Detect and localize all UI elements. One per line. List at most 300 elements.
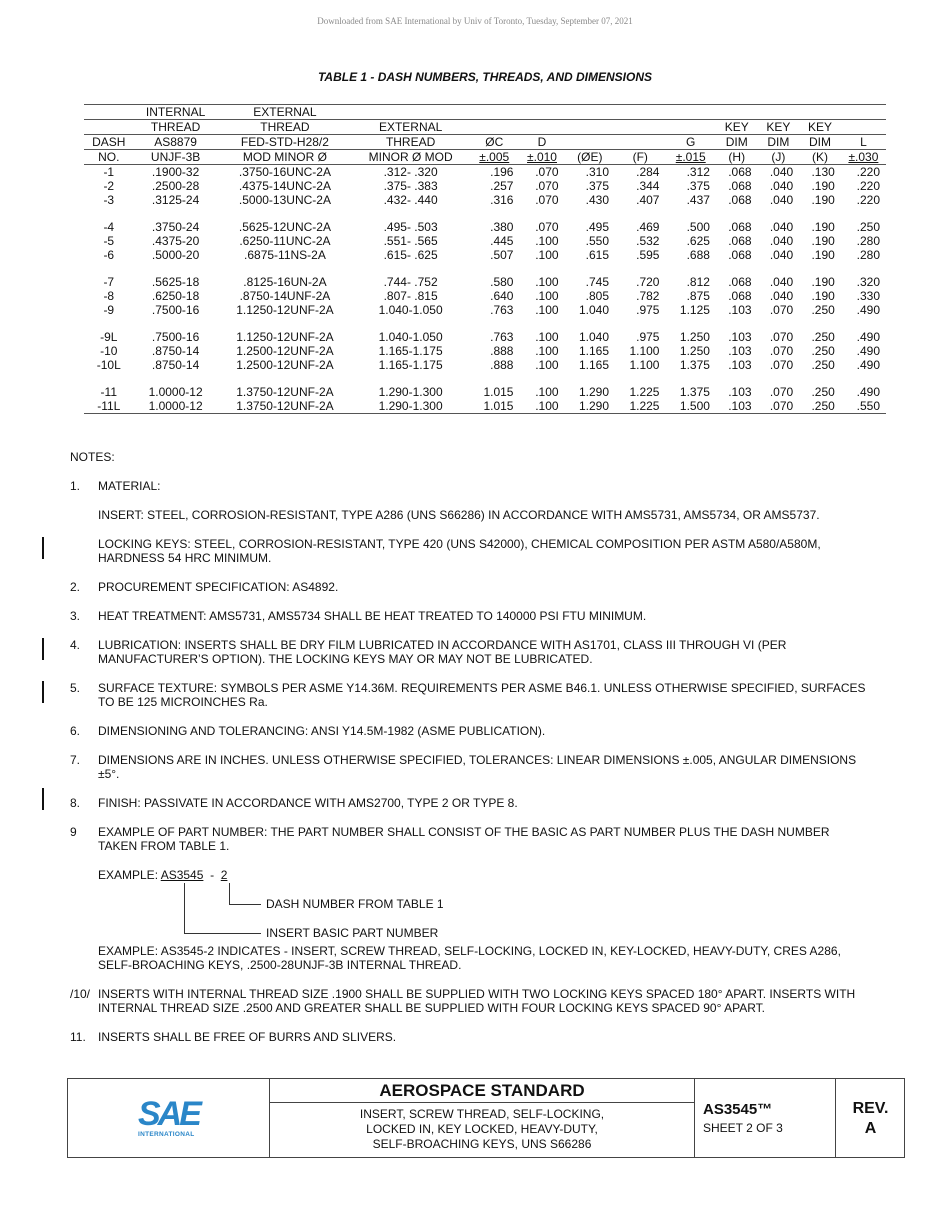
table-cell: .4375-14UNC-2A bbox=[238, 179, 331, 193]
table-cell: -11L bbox=[97, 399, 121, 413]
header-row bbox=[84, 135, 886, 150]
table-row bbox=[84, 330, 886, 344]
note-11 bbox=[70, 1030, 870, 1044]
revision-label bbox=[836, 1079, 905, 1139]
table-cell: .257 bbox=[490, 179, 514, 193]
table-cell: .068 bbox=[728, 165, 752, 179]
table-cell: .220 bbox=[856, 179, 880, 193]
table-cell: .250 bbox=[811, 358, 835, 372]
table-cell: .312 bbox=[686, 165, 710, 179]
column-header: THREAD bbox=[260, 120, 310, 134]
column-header: THREAD bbox=[150, 120, 201, 134]
table-cell: 1.015 bbox=[483, 385, 514, 399]
sae-logo: SAE bbox=[138, 1095, 199, 1133]
column-header: DIM bbox=[725, 135, 748, 149]
part-number-diagram bbox=[70, 868, 870, 944]
table-cell: .196 bbox=[490, 165, 514, 179]
download-banner: Downloaded from SAE International by Univ of Toronto, Tuesday, September 07, 2021 bbox=[317, 16, 633, 26]
note-10 bbox=[70, 987, 870, 1015]
table-cell: .407 bbox=[636, 193, 660, 207]
note-number: /10/ bbox=[70, 987, 91, 1001]
column-header: G bbox=[686, 135, 696, 149]
table-cell: 1.0000-12 bbox=[148, 399, 203, 413]
table-cell: 1.290-1.300 bbox=[378, 399, 443, 413]
column-header: DIM bbox=[809, 135, 832, 149]
dash-leader-horizontal bbox=[229, 904, 261, 905]
table-cell: .3125-24 bbox=[151, 193, 200, 207]
column-header bbox=[352, 105, 469, 120]
table-cell: .490 bbox=[856, 385, 880, 399]
table-cell: .745 bbox=[585, 275, 610, 289]
basic-callout: INSERT BASIC PART NUMBER bbox=[266, 926, 439, 940]
table-cell: .284 bbox=[636, 165, 660, 179]
table-cell: 1.0000-12 bbox=[148, 385, 203, 399]
note-number: 4. bbox=[70, 638, 81, 652]
table-cell: -3 bbox=[103, 193, 115, 207]
header-row bbox=[84, 150, 886, 165]
part-number-example bbox=[98, 868, 227, 882]
table-cell: -9 bbox=[103, 303, 115, 317]
row-spacer bbox=[84, 317, 886, 330]
table-cell: .250 bbox=[811, 344, 835, 358]
note-5 bbox=[70, 681, 870, 709]
table-cell: .250 bbox=[811, 399, 835, 413]
table-cell: .782 bbox=[636, 289, 660, 303]
revision-cell bbox=[836, 1079, 905, 1157]
table-row bbox=[84, 234, 886, 248]
table-cell: .040 bbox=[769, 275, 794, 289]
note-text: LUBRICATION: INSERTS SHALL BE DRY FILM LUBRICATED IN ACCORDANCE WITH AS1701, CLASS III THROUGH VI (PER MANUFACTURER’S OPTION). THE LOCKING KEYS MAY OR MAY NOT BE LUBRICATED. bbox=[98, 638, 787, 666]
table-cell: .068 bbox=[728, 234, 752, 248]
standard-description bbox=[270, 1103, 694, 1152]
table-cell: .100 bbox=[535, 399, 559, 413]
table-cell: .430 bbox=[585, 193, 610, 207]
column-header: ±.010 bbox=[527, 150, 557, 164]
note-number: 5. bbox=[70, 681, 81, 695]
table-cell: .068 bbox=[728, 248, 752, 262]
basic-leader-vertical bbox=[184, 883, 185, 934]
table-cell: .688 bbox=[686, 248, 710, 262]
table-cell: .495- .503 bbox=[383, 220, 438, 234]
table-cell: -10 bbox=[100, 344, 118, 358]
table-cell: 1.040 bbox=[578, 330, 610, 344]
table-cell: .495 bbox=[585, 220, 610, 234]
table-row bbox=[84, 344, 886, 358]
table-cell: .100 bbox=[535, 275, 559, 289]
table-row bbox=[84, 275, 886, 289]
column-header: THREAD bbox=[385, 135, 436, 149]
revision-bar bbox=[42, 537, 44, 559]
note-number: 7. bbox=[70, 753, 81, 767]
table-row bbox=[84, 289, 886, 303]
table-cell: .040 bbox=[769, 289, 794, 303]
table-cell: 1.3750-12UNF-2A bbox=[236, 385, 334, 399]
table-cell: .070 bbox=[535, 193, 559, 207]
table-cell: 1.250 bbox=[679, 330, 710, 344]
table-cell: 1.100 bbox=[629, 358, 660, 372]
note-text: MATERIAL: bbox=[98, 479, 161, 493]
column-header: (K) bbox=[812, 150, 829, 164]
dash-leader-vertical bbox=[229, 883, 230, 905]
table-cell: .805 bbox=[585, 289, 610, 303]
table-cell: .190 bbox=[811, 193, 835, 207]
table-cell: .250 bbox=[811, 385, 835, 399]
column-header: (J) bbox=[771, 150, 786, 164]
row-spacer bbox=[84, 207, 886, 220]
table-cell: .4375-20 bbox=[151, 234, 200, 248]
note-number: 1. bbox=[70, 479, 81, 493]
table-cell: .100 bbox=[535, 303, 559, 317]
table-cell: -4 bbox=[103, 220, 115, 234]
note-text: SURFACE TEXTURE: SYMBOLS PER ASME Y14.36M. REQUIREMENTS PER ASME B46.1. UNLESS OTHERWISE SPECIFIED, SURFACES TO BE 125 MICROINCHES Ra. bbox=[98, 681, 866, 709]
column-header: (F) bbox=[632, 150, 648, 164]
table-cell: .640 bbox=[490, 289, 514, 303]
table-cell: .437 bbox=[686, 193, 710, 207]
table-cell: .068 bbox=[728, 179, 752, 193]
table-cell: .103 bbox=[728, 330, 752, 344]
example-label: EXAMPLE: bbox=[98, 868, 161, 882]
table-cell: .070 bbox=[535, 165, 559, 179]
part-number-separator: - bbox=[203, 868, 221, 882]
table-cell: .250 bbox=[856, 220, 880, 234]
table-cell: .490 bbox=[856, 344, 880, 358]
table-cell: .040 bbox=[769, 193, 794, 207]
column-header: FED-STD-H28/2 bbox=[240, 135, 329, 149]
table-cell: .5000-13UNC-2A bbox=[238, 193, 331, 207]
column-header bbox=[565, 135, 615, 150]
table-cell: 1.500 bbox=[679, 399, 710, 413]
table-cell: .070 bbox=[535, 179, 559, 193]
table-cell: 1.100 bbox=[629, 344, 660, 358]
table-cell: .551- .565 bbox=[383, 234, 438, 248]
note-text: DIMENSIONS ARE IN INCHES. UNLESS OTHERWISE SPECIFIED, TOLERANCES: LINEAR DIMENSIONS ±.005, ANGULAR DIMENSIONS ±5°. bbox=[98, 753, 857, 781]
table-cell: 1.250 bbox=[679, 344, 710, 358]
column-header: L bbox=[860, 135, 867, 149]
column-header: KEY bbox=[766, 120, 791, 134]
table-cell: .040 bbox=[769, 234, 794, 248]
table-cell: .5000-20 bbox=[151, 248, 200, 262]
revision-bar bbox=[42, 788, 44, 810]
table-cell: -1 bbox=[103, 165, 115, 179]
header-row bbox=[84, 120, 886, 135]
title-block bbox=[67, 1078, 905, 1158]
table-cell: .580 bbox=[490, 275, 514, 289]
table-cell: .2500-28 bbox=[151, 179, 200, 193]
column-header: ±.030 bbox=[848, 150, 879, 164]
row-group bbox=[84, 165, 886, 221]
column-header bbox=[615, 105, 665, 120]
table-cell: .190 bbox=[811, 179, 835, 193]
table-cell: .490 bbox=[856, 330, 880, 344]
note-3 bbox=[70, 609, 870, 623]
column-header: ±.015 bbox=[675, 150, 706, 164]
table-cell: .344 bbox=[636, 179, 660, 193]
table-cell: .888 bbox=[490, 358, 514, 372]
table-cell: .220 bbox=[856, 193, 880, 207]
table-cell: .744- .752 bbox=[383, 275, 438, 289]
row-group bbox=[84, 330, 886, 385]
table-cell: 1.290-1.300 bbox=[378, 385, 443, 399]
note-number: 8. bbox=[70, 796, 81, 810]
table-row bbox=[84, 358, 886, 372]
table-row bbox=[84, 193, 886, 207]
note-number: 6. bbox=[70, 724, 81, 738]
table-cell: .7500-16 bbox=[151, 330, 200, 344]
note-9 bbox=[70, 825, 870, 853]
table-cell: .432- .440 bbox=[383, 193, 438, 207]
table-cell: 1.165-1.175 bbox=[378, 358, 443, 372]
table-cell: -7 bbox=[103, 275, 115, 289]
table-cell: .720 bbox=[636, 275, 660, 289]
row-group bbox=[84, 220, 886, 275]
dash-number-table bbox=[84, 104, 886, 414]
table-cell: .375 bbox=[585, 179, 610, 193]
column-header bbox=[841, 105, 886, 120]
note-8 bbox=[70, 796, 870, 810]
table-cell: .380 bbox=[490, 220, 514, 234]
table-cell: 1.1250-12UNF-2A bbox=[236, 303, 334, 317]
table-cell: .310 bbox=[585, 165, 610, 179]
table-cell: .469 bbox=[636, 220, 660, 234]
note-text: EXAMPLE OF PART NUMBER: THE PART NUMBER SHALL CONSIST OF THE BASIC AS PART NUMBER PLUS THE DASH NUMBER TAKEN FROM TABLE 1. bbox=[98, 825, 830, 853]
table-cell: .100 bbox=[535, 330, 559, 344]
row-group bbox=[84, 385, 886, 414]
column-header bbox=[519, 105, 564, 120]
note-6 bbox=[70, 724, 870, 738]
table-cell: -2 bbox=[103, 179, 115, 193]
table-cell: .507 bbox=[490, 248, 514, 262]
table-cell: .807- .815 bbox=[383, 289, 438, 303]
table-cell: .8125-16UN-2A bbox=[243, 275, 327, 289]
column-header bbox=[615, 135, 665, 150]
column-header bbox=[665, 120, 715, 135]
table-cell: 1.015 bbox=[483, 399, 514, 413]
table-header bbox=[84, 105, 886, 165]
revision-value: A bbox=[864, 1120, 877, 1137]
table-cell: .312- .320 bbox=[383, 165, 438, 179]
table-row bbox=[84, 399, 886, 414]
document-number: AS3545™ bbox=[703, 1101, 773, 1118]
table-cell: .040 bbox=[769, 165, 794, 179]
table-row bbox=[84, 220, 886, 234]
column-header bbox=[565, 120, 615, 135]
table-cell: .103 bbox=[728, 303, 752, 317]
table-cell: .190 bbox=[811, 234, 835, 248]
column-header: EXTERNAL bbox=[378, 120, 443, 134]
note-number: 9 bbox=[70, 825, 77, 839]
note-number: 11. bbox=[70, 1030, 86, 1044]
column-header: KEY bbox=[724, 120, 749, 134]
table-cell: -10L bbox=[96, 358, 121, 372]
table-cell: 1.225 bbox=[629, 385, 660, 399]
table-cell: .220 bbox=[856, 165, 880, 179]
column-header bbox=[841, 120, 886, 135]
table-cell: .550 bbox=[856, 399, 880, 413]
table-cell: .6250-18 bbox=[151, 289, 200, 303]
table-cell: .595 bbox=[636, 248, 660, 262]
column-header: DIM bbox=[767, 135, 790, 149]
header-row bbox=[84, 105, 886, 120]
table-cell: .070 bbox=[769, 344, 794, 358]
table-cell: 1.375 bbox=[679, 358, 710, 372]
note-text: HEAT TREATMENT: AMS5731, AMS5734 SHALL BE HEAT TREATED TO 140000 PSI FTU MINIMUM. bbox=[98, 609, 647, 623]
note-text: PROCUREMENT SPECIFICATION: AS4892. bbox=[98, 580, 339, 594]
note-number: 3. bbox=[70, 609, 81, 623]
table-cell: 1.040-1.050 bbox=[378, 330, 443, 344]
note-text: INSERTS SHALL BE FREE OF BURRS AND SLIVERS. bbox=[98, 1030, 397, 1044]
table-cell: .280 bbox=[856, 248, 880, 262]
logo-cell bbox=[68, 1079, 270, 1157]
table-cell: -5 bbox=[103, 234, 115, 248]
note-2 bbox=[70, 580, 870, 594]
table-cell: 1.290 bbox=[578, 399, 610, 413]
table-row bbox=[84, 303, 886, 317]
table-cell: .3750-16UNC-2A bbox=[238, 165, 331, 179]
table-cell: .975 bbox=[636, 303, 660, 317]
table-cell: .8750-14UNF-2A bbox=[239, 289, 331, 303]
sheet-number: SHEET 2 OF 3 bbox=[703, 1121, 783, 1135]
table-cell: .1900-32 bbox=[151, 165, 200, 179]
note-text: DIMENSIONING AND TOLERANCING: ANSI Y14.5M-1982 (ASME PUBLICATION). bbox=[98, 724, 546, 738]
table-row bbox=[84, 179, 886, 193]
table-cell: 1.2500-12UNF-2A bbox=[236, 358, 334, 372]
table-cell: .040 bbox=[769, 248, 794, 262]
note-text: INSERTS WITH INTERNAL THREAD SIZE .1900 SHALL BE SUPPLIED WITH TWO LOCKING KEYS SPACED 180° APART. INSERTS WITH INTERNAL THREAD SIZE .2500 AND GREATER SHALL BE SUPPLIED WITH FOUR LOCKING KEYS SPACED 90° APART. bbox=[98, 987, 856, 1015]
table-cell: .070 bbox=[769, 385, 794, 399]
table-cell: .103 bbox=[728, 385, 752, 399]
table-cell: 1.1250-12UNF-2A bbox=[236, 330, 334, 344]
table-cell: .490 bbox=[856, 358, 880, 372]
table-cell: .625 bbox=[686, 234, 710, 248]
table-cell: .100 bbox=[535, 234, 559, 248]
table-cell: .130 bbox=[811, 165, 835, 179]
column-header: MINOR Ø MOD bbox=[368, 150, 453, 164]
table-cell: .615- .625 bbox=[383, 248, 438, 262]
table-cell: .068 bbox=[728, 289, 752, 303]
note-1-key-material: LOCKING KEYS: STEEL, CORROSION-RESISTANT, TYPE 420 (UNS S42000), CHEMICAL COMPOSITION PER ASTM A580/A580M, HARDNESS 54 HRC MINIMUM. bbox=[98, 537, 821, 565]
table-cell: .763 bbox=[490, 330, 514, 344]
title-cell bbox=[270, 1079, 695, 1157]
column-header bbox=[84, 105, 134, 120]
table-cell: .100 bbox=[535, 344, 559, 358]
table-cell: .100 bbox=[535, 289, 559, 303]
table-cell: .8750-14 bbox=[151, 358, 200, 372]
note-9-example: EXAMPLE: AS3545-2 INDICATES - INSERT, SCREW THREAD, SELF-LOCKING, LOCKED IN, KEY-LOCKED, HEAVY-DUTY, CRES A286, SELF-BROACHING KEYS, .2500-28UNJF-3B INTERNAL THREAD. bbox=[98, 944, 841, 972]
table-row bbox=[84, 165, 886, 180]
column-header bbox=[716, 105, 758, 120]
table-row bbox=[84, 248, 886, 262]
table-cell: .6250-11UNC-2A bbox=[239, 234, 331, 248]
column-header: ±.005 bbox=[479, 150, 510, 164]
table-cell: .550 bbox=[585, 234, 610, 248]
column-header: (ØE) bbox=[577, 150, 603, 164]
table-cell: .3750-24 bbox=[151, 220, 200, 234]
table-cell: .040 bbox=[769, 220, 794, 234]
table-cell: .375- .383 bbox=[383, 179, 438, 193]
table-cell: 1.165 bbox=[578, 344, 610, 358]
basic-part-number: AS3545 bbox=[160, 868, 204, 882]
notes-section bbox=[70, 450, 870, 1059]
notes-heading: NOTES: bbox=[70, 450, 115, 464]
table-cell: .8750-14 bbox=[151, 344, 200, 358]
table-cell: .532 bbox=[636, 234, 660, 248]
sae-logo-subtitle: INTERNATIONAL bbox=[138, 1131, 195, 1138]
column-header bbox=[615, 120, 665, 135]
table-cell: 1.290 bbox=[578, 385, 610, 399]
table-cell: .875 bbox=[686, 289, 710, 303]
table-cell: .070 bbox=[769, 399, 794, 413]
table-cell: .070 bbox=[535, 220, 559, 234]
revision-bar bbox=[42, 681, 44, 703]
table-cell: .812 bbox=[686, 275, 710, 289]
table-cell: .975 bbox=[636, 330, 660, 344]
column-header: NO. bbox=[98, 150, 120, 164]
table-cell: .5625-18 bbox=[151, 275, 200, 289]
description-line: LOCKED IN, KEY LOCKED, HEAVY-DUTY, bbox=[366, 1122, 598, 1136]
table-cell: .070 bbox=[769, 358, 794, 372]
table-cell: .100 bbox=[535, 385, 559, 399]
table-cell: 1.3750-12UNF-2A bbox=[236, 399, 334, 413]
table-cell: .040 bbox=[769, 179, 794, 193]
note-4 bbox=[70, 638, 870, 666]
column-header: KEY bbox=[808, 120, 833, 134]
table-cell: 1.2500-12UNF-2A bbox=[236, 344, 334, 358]
table-cell: .190 bbox=[811, 248, 835, 262]
table-cell: .500 bbox=[686, 220, 710, 234]
basic-leader-horizontal bbox=[184, 933, 261, 934]
table-row bbox=[84, 385, 886, 399]
table-cell: .330 bbox=[856, 289, 880, 303]
table-cell: .103 bbox=[728, 358, 752, 372]
table-cell: 1.040-1.050 bbox=[378, 303, 443, 317]
table-cell: .250 bbox=[811, 303, 835, 317]
table-cell: .445 bbox=[490, 234, 514, 248]
dash-callout: DASH NUMBER FROM TABLE 1 bbox=[266, 897, 444, 911]
table-cell: 1.165-1.175 bbox=[378, 344, 443, 358]
table-cell: .190 bbox=[811, 220, 835, 234]
table-cell: 1.125 bbox=[679, 303, 710, 317]
table-cell: .5625-12UNC-2A bbox=[238, 220, 331, 234]
column-header: INTERNAL bbox=[145, 105, 206, 119]
table-cell: .070 bbox=[769, 303, 794, 317]
note-text: FINISH: PASSIVATE IN ACCORDANCE WITH AMS2700, TYPE 2 OR TYPE 8. bbox=[98, 796, 518, 810]
table-cell: .375 bbox=[686, 179, 710, 193]
table-cell: .070 bbox=[769, 330, 794, 344]
table-cell: .250 bbox=[811, 330, 835, 344]
table-cell: .103 bbox=[728, 344, 752, 358]
note-1 bbox=[70, 479, 870, 493]
column-header: ØC bbox=[485, 135, 504, 149]
column-header bbox=[519, 120, 564, 135]
table-cell: .763 bbox=[490, 303, 514, 317]
column-header bbox=[469, 105, 519, 120]
table-cell: .100 bbox=[535, 358, 559, 372]
table-cell: .7500-16 bbox=[151, 303, 200, 317]
row-spacer bbox=[84, 372, 886, 385]
table-cell: -9L bbox=[100, 330, 118, 344]
column-header bbox=[565, 105, 615, 120]
table-cell: .103 bbox=[728, 399, 752, 413]
table-cell: .100 bbox=[535, 248, 559, 262]
table-cell: .068 bbox=[728, 193, 752, 207]
column-header: UNJF-3B bbox=[150, 150, 201, 164]
table-cell: .068 bbox=[728, 275, 752, 289]
table-cell: .6875-11NS-2A bbox=[244, 248, 326, 262]
column-header: MOD MINOR Ø bbox=[242, 150, 327, 164]
table-cell: .280 bbox=[856, 234, 880, 248]
table-cell: .316 bbox=[490, 193, 514, 207]
column-header bbox=[799, 105, 841, 120]
